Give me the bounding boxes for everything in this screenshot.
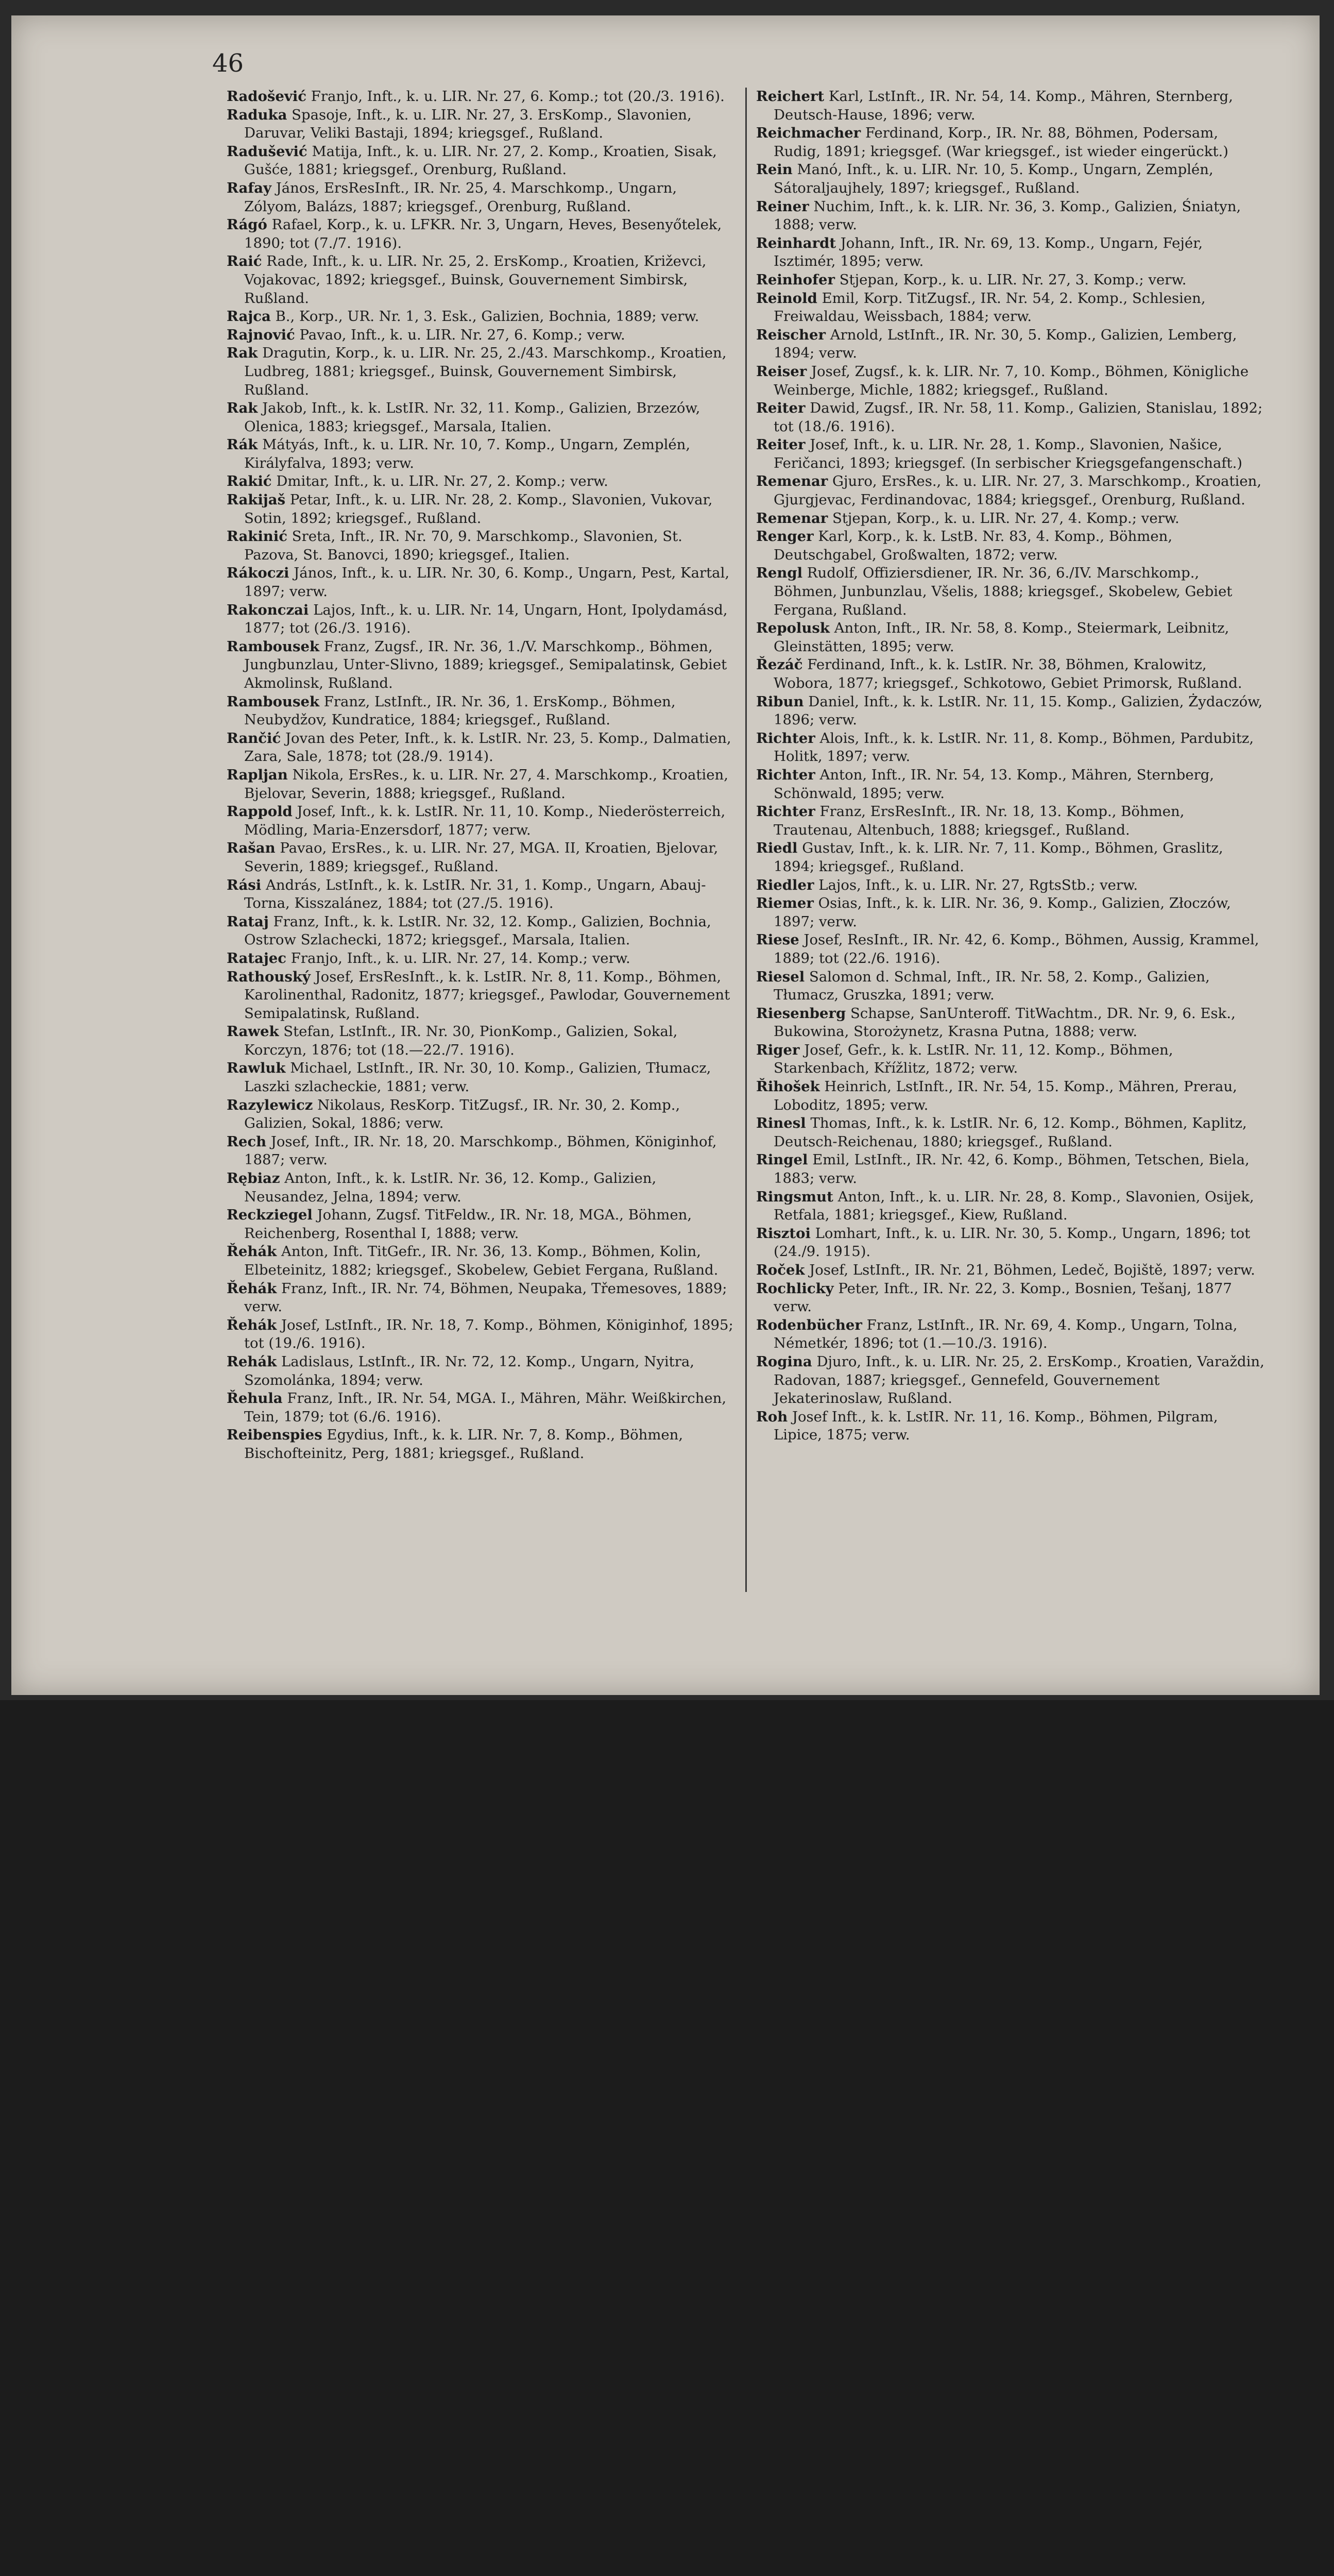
entry-details: Ladislaus, LstInft., IR. Nr. 72, 12. Komp., Ungarn, Nyitra, Szomolánka, 1894; verw. [244,1353,694,1388]
entry-details: Emil, LstInft., IR. Nr. 42, 6. Komp., Böhmen, Tetschen, Biela, 1883; verw. [774,1151,1250,1187]
list-entry [227,436,737,472]
list-entry [227,1023,737,1059]
entry-details: Anton, Inft., IR. Nr. 54, 13. Komp., Mähren, Sternberg, Schönwald, 1895; verw. [774,766,1215,802]
list-entry [756,472,1266,509]
entry-surname: Rajnović [227,326,295,343]
entry-surname: Rajca [227,308,271,325]
entry-details: Josef, ErsResInft., k. k. LstIR. Nr. 8, 11. Komp., Böhmen, Karolinenthal, Radonitz, 1877; kriegsgef., Pawlodar, Gouvernement Semipalatinsk, Rußland. [244,968,730,1022]
list-entry [756,510,1266,528]
list-entry [756,161,1266,197]
entry-surname: Radošević [227,88,307,105]
list-entry [756,234,1266,271]
entry-surname: Rogina [756,1353,812,1370]
right-column [756,88,1266,1445]
list-entry [756,436,1266,472]
entry-details: Franz, ErsResInft., IR. Nr. 18, 13. Komp., Böhmen, Trautenau, Altenbuch, 1888; kriegsgef., Rußland. [774,803,1185,838]
list-entry [227,88,737,106]
entry-details: Spasoje, Inft., k. u. LIR. Nr. 27, 3. ErsKomp., Slavonien, Daruvar, Veliki Bastaji, 1894; kriegsgef., Rußland. [244,106,692,142]
entry-details: Alois, Inft., k. k. LstIR. Nr. 11, 8. Komp., Böhmen, Pardubitz, Holitk, 1897; verw. [774,730,1254,765]
entry-surname: Ringsmut [756,1188,833,1205]
entry-details: Franz, LstInft., IR. Nr. 36, 1. ErsKomp., Böhmen, Neubydžov, Kundratice, 1884; kriegsgef., Rußland. [244,693,676,728]
entry-surname: Rawek [227,1023,279,1040]
entry-details: Lajos, Inft., k. u. LIR. Nr. 27, RgtsStb.; verw. [818,876,1138,893]
entry-details: Franz, Inft., IR. Nr. 74, Böhmen, Neupaka, Třemesoves, 1889; verw. [244,1280,727,1315]
entry-surname: Riesel [756,968,805,985]
list-entry [756,1078,1266,1114]
entry-details: Rade, Inft., k. u. LIR. Nr. 25, 2. ErsKomp., Kroatien, Križevci, Vojakovac, 1892; kriegsgef., Buinsk, Gouvernement Simbirsk, Rußland. [244,253,707,307]
entry-surname: Reckziegel [227,1207,313,1224]
entry-details: Egydius, Inft., k. k. LIR. Nr. 7, 8. Komp., Böhmen, Bischofteinitz, Perg, 1881; kriegsgef., Rußland. [244,1427,683,1462]
list-entry [227,472,737,491]
entry-surname: Reinhofer [756,271,835,288]
entry-details: Rafael, Korp., k. u. LFKR. Nr. 3, Ungarn, Heves, Besenyőtelek, 1890; tot (7./7. 1916). [244,216,722,251]
entry-details: András, LstInft., k. k. LstIR. Nr. 31, 1. Komp., Ungarn, Abauj-Torna, Kisszalánez, 1884; tot (27./5. 1916). [244,876,706,912]
list-entry [227,528,737,564]
entry-surname: Reiner [756,198,809,215]
entry-surname: Risztoi [756,1225,811,1242]
entry-surname: Rambousek [227,693,319,710]
entry-details: Arnold, LstInft., IR. Nr. 30, 5. Komp., Galizien, Lemberg, 1894; verw. [774,326,1237,362]
entry-details: Josef, ResInft., IR. Nr. 42, 6. Komp., Böhmen, Aussig, Krammel, 1889; tot (22./6. 1916). [774,931,1259,967]
entry-details: Franz, Inft., IR. Nr. 54, MGA. I., Mähren, Mähr. Weißkirchen, Tein, 1879; tot (6./6. 1916). [244,1390,727,1425]
list-entry [756,528,1266,564]
entry-surname: Rataj [227,913,269,930]
entry-surname: Raić [227,253,262,270]
entry-details: Jakob, Inft., k. k. LstIR. Nr. 32, 11. Komp., Galizien, Brzezów, Olenica, 1883; kriegsgef., Marsala, Italien. [244,400,700,435]
entry-details: Thomas, Inft., k. k. LstIR. Nr. 6, 12. Komp., Böhmen, Kaplitz, Deutsch-Reichenau, 1880; kriegsgef., Rußland. [774,1115,1247,1150]
list-entry [756,399,1266,436]
entry-surname: Rak [227,345,258,362]
entry-surname: Ribun [756,693,804,710]
list-entry [227,950,737,968]
entry-surname: Roh [756,1408,788,1425]
entry-surname: Rafay [227,179,271,196]
entry-surname: Rappold [227,803,293,820]
list-entry [227,1133,737,1170]
entry-details: Matija, Inft., k. u. LIR. Nr. 27, 2. Komp., Kroatien, Sisak, Gušće, 1881; kriegsgef., Orenburg, Rußland. [244,143,717,178]
entry-surname: Radušević [227,143,307,160]
list-entry [756,124,1266,161]
list-entry [756,88,1266,124]
list-entry [227,1280,737,1316]
list-entry [756,1041,1266,1078]
entry-surname: Riesenberg [756,1005,846,1022]
entry-details: Stjepan, Korp., k. u. LIR. Nr. 27, 3. Komp.; verw. [839,271,1187,288]
entry-details: Josef, LstInft., IR. Nr. 21, Böhmen, Ledeč, Bojiště, 1897; verw. [809,1262,1255,1278]
entry-details: Josef, Zugsf., k. k. LIR. Nr. 7, 10. Komp., Böhmen, Königliche Weinberge, Michle, 1882; kriegsgef., Rußland. [774,363,1249,398]
list-entry [756,1005,1266,1041]
entry-details: Gjuro, ErsRes., k. u. LIR. Nr. 27, 3. Marschkomp., Kroatien, Gjurgjevac, Ferdinandovac, 1884; kriegsgef., Orenburg, Rußland. [774,473,1262,509]
entry-surname: Řehák [227,1316,277,1333]
list-entry [756,766,1266,803]
list-entry [227,106,737,143]
entry-details: Mátyás, Inft., k. u. LIR. Nr. 10, 7. Komp., Ungarn, Zemplén, Királyfalva, 1893; verw. [244,436,691,471]
page-number: 46 [212,49,244,78]
entry-details: Josef, Gefr., k. k. LstIR. Nr. 11, 12. Komp., Böhmen, Starkenbach, Křížlitz, 1872; verw. [774,1041,1173,1077]
entry-surname: Richter [756,803,815,820]
list-entry [227,308,737,326]
entry-surname: Rambousek [227,638,319,655]
list-entry [227,1206,737,1243]
entry-details: Karl, LstInft., IR. Nr. 54, 14. Komp., Mähren, Sternberg, Deutsch-Hause, 1896; verw. [774,88,1234,123]
entry-surname: Rakić [227,473,272,490]
entry-details: Petar, Inft., k. u. LIR. Nr. 28, 2. Komp., Slavonien, Vukovar, Sotin, 1892; kriegsgef., Rußland. [244,492,713,527]
entry-surname: Ratajec [227,950,287,967]
entry-details: Emil, Korp. TitZugsf., IR. Nr. 54, 2. Komp., Schlesien, Freiwaldau, Weissbach, 1884; verw. [774,290,1206,325]
entry-surname: Rančić [227,730,281,747]
entry-details: Franjo, Inft., k. u. LIR. Nr. 27, 14. Komp.; verw. [290,950,630,967]
entry-details: János, Inft., k. u. LIR. Nr. 30, 6. Komp., Ungarn, Pest, Kartal, 1897; verw. [244,565,730,600]
list-entry [756,564,1266,619]
entry-surname: Rawluk [227,1060,286,1077]
list-entry [756,1114,1266,1151]
list-entry [756,968,1266,1005]
entry-details: Daniel, Inft., k. k. LstIR. Nr. 11, 15. Komp., Galizien, Żydaczów, 1896; verw. [774,693,1263,728]
entry-surname: Rák [227,436,258,453]
list-entry [756,656,1266,692]
entry-surname: Rakonczai [227,601,309,618]
entry-surname: Řehák [227,1243,277,1260]
entry-details: János, ErsResInft., IR. Nr. 25, 4. Marschkomp., Ungarn, Zólyom, Balázs, 1887; kriegsgef., Orenburg, Rußland. [244,179,677,215]
list-entry [227,326,737,345]
viewer-footer [0,1700,1334,1811]
list-entry [756,876,1266,895]
list-entry [756,693,1266,730]
entry-surname: Riese [756,931,799,948]
entry-surname: Riedl [756,840,798,857]
entry-surname: Rochlicky [756,1280,834,1297]
entry-surname: Remenar [756,510,828,527]
entry-details: Stefan, LstInft., IR. Nr. 30, PionKomp., Galizien, Sokal, Korczyn, 1876; tot (18.—22./7. 1916). [244,1023,678,1058]
list-entry [756,894,1266,931]
entry-details: Peter, Inft., IR. Nr. 22, 3. Komp., Bosnien, Tešanj, 1877 verw. [774,1280,1232,1315]
list-entry [227,491,737,528]
entry-details: Franjo, Inft., k. u. LIR. Nr. 27, 6. Komp.; tot (20./3. 1916). [311,88,725,105]
entry-details: Franz, LstInft., IR. Nr. 69, 4. Komp., Ungarn, Tolna, Németkér, 1896; tot (1.—10./3. 1916). [774,1316,1238,1352]
list-entry [227,1353,737,1389]
list-entry [227,693,737,730]
entry-surname: Richter [756,766,815,783]
list-entry [227,1170,737,1206]
list-entry [227,1059,737,1096]
entry-details: Josef, Inft., IR. Nr. 18, 20. Marschkomp., Böhmen, Königinhof, 1887; verw. [244,1133,717,1168]
entry-details: Dragutin, Korp., k. u. LIR. Nr. 25, 2./43. Marschkomp., Kroatien, Ludbreg, 1881; kriegsgef., Buinsk, Gouvernement Simbirsk, Rußland. [244,345,727,398]
entry-surname: Řihošek [756,1078,820,1095]
list-entry [756,1261,1266,1280]
entry-surname: Rakinić [227,528,287,545]
entry-surname: Reiter [756,436,806,453]
list-entry [227,803,737,839]
list-entry [227,399,737,436]
entry-surname: Richter [756,730,815,747]
entry-details: Dmitar, Inft., k. u. LIR. Nr. 27, 2. Komp.; verw. [276,473,608,490]
entry-surname: Rákoczi [227,565,289,582]
entry-surname: Rágó [227,216,267,233]
entry-details: Lajos, Inft., k. u. LIR. Nr. 14, Ungarn, Hont, Ipolydamásd, 1877; tot (26./3. 1916). [244,601,728,637]
entry-surname: Ringel [756,1151,808,1168]
list-entry [227,344,737,399]
list-entry [227,179,737,216]
entry-surname: Rębiaz [227,1170,280,1187]
entry-details: Anton, Inft., k. k. LstIR. Nr. 36, 12. Komp., Galizien, Neusandez, Jelna, 1894; verw. [244,1170,657,1205]
list-entry [756,839,1266,876]
entry-details: Ferdinand, Inft., k. k. LstIR. Nr. 38, Böhmen, Kralowitz, Wobora, 1877; kriegsgef., Schkotowo, Gebiet Primorsk, Rußland. [774,656,1242,691]
entry-surname: Rathouský [227,968,311,985]
list-entry [756,1225,1266,1261]
entry-details: Josef Inft., k. k. LstIR. Nr. 11, 16. Komp., Böhmen, Pilgram, Lipice, 1875; verw. [774,1408,1218,1444]
list-entry [756,803,1266,839]
list-entry [227,1426,737,1463]
entry-details: Stjepan, Korp., k. u. LIR. Nr. 27, 4. Komp.; verw. [832,510,1179,527]
entry-details: Anton, Inft., k. u. LIR. Nr. 28, 8. Komp., Slavonien, Osijek, Retfala, 1881; kriegsgef., Kiew, Rußland. [774,1188,1254,1224]
entry-surname: Rapljan [227,766,288,783]
entry-details: Osias, Inft., k. k. LIR. Nr. 36, 9. Komp., Galizien, Złoczów, 1897; verw. [774,895,1231,930]
entry-details: Franz, Zugsf., IR. Nr. 36, 1./V. Marschkomp., Böhmen, Jungbunzlau, Unter-Slivno, 1889; kriegsgef., Semipalatinsk, Gebiet Akmolinsk, Rußland. [244,638,727,691]
entry-surname: Reiser [756,363,807,380]
entry-details: Josef, Inft., k. k. LstIR. Nr. 11, 10. Komp., Niederösterreich, Mödling, Maria-Enzersdorf, 1877; verw. [244,803,726,838]
entry-surname: Remenar [756,473,828,490]
entry-surname: Rašan [227,840,276,857]
entry-details: Nikolaus, ResKorp. TitZugsf., IR. Nr. 30, 2. Komp., Galizien, Sokal, 1886; verw. [244,1096,680,1132]
entry-details: Nuchim, Inft., k. k. LIR. Nr. 36, 3. Komp., Galizien, Śniatyn, 1888; verw. [774,198,1241,233]
list-entry [756,1316,1266,1353]
entry-details: Rudolf, Offiziersdiener, IR. Nr. 36, 6./IV. Marschkomp., Böhmen, Junbunzlau, Všelis, 1888; kriegsgef., Skobelew, Gebiet Fergana, Rußland. [774,565,1233,618]
list-entry [227,216,737,252]
entry-details: B., Korp., UR. Nr. 1, 3. Esk., Galizien, Bochnia, 1889; verw. [275,308,699,325]
entry-surname: Rein [756,161,793,178]
entry-details: Dawid, Zugsf., IR. Nr. 58, 11. Komp., Galizien, Stanislau, 1892; tot (18./6. 1916). [774,400,1263,435]
list-entry [756,931,1266,968]
entry-surname: Rak [227,400,258,417]
entry-details: Franz, Inft., k. k. LstIR. Nr. 32, 12. Komp., Galizien, Bochnia, Ostrow Szlachecki, 1872; kriegsgef., Marsala, Italien. [244,913,711,948]
list-entry [756,1188,1266,1225]
entry-details: Josef, LstInft., IR. Nr. 18, 7. Komp., Böhmen, Königinhof, 1895; tot (19./6. 1916). [244,1316,733,1352]
list-entry [756,363,1266,399]
entry-surname: Reichert [756,88,825,105]
entry-surname: Reinold [756,290,817,307]
entry-surname: Řehula [227,1390,283,1407]
entry-surname: Riedler [756,876,814,893]
entry-surname: Riemer [756,895,814,912]
entry-surname: Repolusk [756,620,830,637]
entry-surname: Rinesl [756,1115,806,1132]
entry-surname: Riger [756,1041,800,1058]
entry-surname: Roček [756,1262,805,1278]
entry-surname: Reiter [756,400,806,417]
entry-details: Pavao, Inft., k. u. LIR. Nr. 27, 6. Komp.; verw. [299,326,625,343]
entry-surname: Razylewicz [227,1096,313,1113]
list-entry [227,143,737,179]
entry-surname: Raduka [227,106,287,123]
list-entry [756,290,1266,326]
list-entry [227,876,737,913]
entry-details: Heinrich, LstInft., IR. Nr. 54, 15. Komp., Mähren, Prerau, Loboditz, 1895; verw. [774,1078,1237,1113]
list-entry [756,1408,1266,1445]
list-entry [227,638,737,693]
entry-details: Sreta, Inft., IR. Nr. 70, 9. Marschkomp., Slavonien, St. Pazova, St. Banovci, 1890; kriegsgef., Italien. [244,528,682,563]
entry-details: Jovan des Peter, Inft., k. k. LstIR. Nr. 23, 5. Komp., Dalmatien, Zara, Sale, 1878; tot (28./9. 1914). [244,730,731,765]
entry-surname: Reischer [756,326,826,343]
list-entry [227,968,737,1023]
entry-details: Lomhart, Inft., k. u. LIR. Nr. 30, 5. Komp., Ungarn, 1896; tot (24./9. 1915). [774,1225,1251,1260]
entry-details: Anton, Inft. TitGefr., IR. Nr. 36, 13. Komp., Böhmen, Kolin, Elbeteinitz, 1882; kriegsgef., Skobelew, Gebiet Fergana, Rußland. [244,1243,719,1278]
entry-details: Nikola, ErsRes., k. u. LIR. Nr. 27, 4. Marschkomp., Kroatien, Bjelovar, Severin, 1888; kriegsgef., Rußland. [244,766,728,802]
entry-details: Ferdinand, Korp., IR. Nr. 88, Böhmen, Podersam, Rudig, 1891; kriegsgef. (War kriegsgef., ist wieder eingerückt.) [774,125,1229,160]
entry-details: Josef, Inft., k. u. LIR. Nr. 28, 1. Komp., Slavonien, Našice, Feričanci, 1893; kriegsgef. (In serbischer Kriegsgefangenschaft.) [774,436,1243,471]
list-entry [756,1280,1266,1316]
entry-surname: Rakijaš [227,492,286,509]
list-entry [756,619,1266,656]
entry-surname: Rási [227,876,262,893]
entry-details: Pavao, ErsRes., k. u. LIR. Nr. 27, MGA. II, Kroatien, Bjelovar, Severin, 1889; kriegsgef., Rußland. [244,840,719,875]
entry-details: Anton, Inft., IR. Nr. 58, 8. Komp., Steiermark, Leibnitz, Gleinstätten, 1895; verw. [774,620,1229,655]
entry-details: Michael, LstInft., IR. Nr. 30, 10. Komp., Galizien, Tłumacz, Laszki szlacheckie, 1881; verw. [244,1060,711,1095]
list-entry [227,601,737,638]
entry-details: Djuro, Inft., k. u. LIR. Nr. 25, 2. ErsKomp., Kroatien, Varaždin, Radovan, 1887; kriegsgef., Gennefeld, Gouvernement Jekaterinoslaw, Rußland. [774,1353,1264,1407]
entry-details: Manó, Inft., k. u. LIR. Nr. 10, 5. Komp., Ungarn, Zemplén, Sátoraljaujhely, 1897; kriegsgef., Rußland. [774,161,1213,196]
list-entry [756,1151,1266,1188]
list-entry [227,730,737,766]
list-entry [227,1389,737,1426]
list-entry [756,198,1266,234]
entry-surname: Rodenbücher [756,1316,862,1333]
entry-details: Johann, Inft., IR. Nr. 69, 13. Komp., Ungarn, Fejér, Isztimér, 1895; verw. [774,234,1203,270]
list-entry [756,730,1266,766]
entry-surname: Reibenspies [227,1427,322,1444]
list-entry [756,1353,1266,1408]
entry-details: Karl, Korp., k. k. LstB. Nr. 83, 4. Komp., Böhmen, Deutschgabel, Großwalten, 1872; verw. [774,528,1173,563]
list-entry [227,564,737,601]
list-entry [227,1243,737,1279]
list-entry [227,913,737,950]
list-entry [227,252,737,308]
list-entry [227,1096,737,1133]
entry-surname: Řezáč [756,656,803,673]
list-entry [227,839,737,876]
entry-surname: Řehák [227,1280,277,1297]
left-column [227,88,737,1463]
entry-surname: Renger [756,528,814,545]
entry-surname: Rech [227,1133,267,1150]
column-divider [745,88,747,1592]
entry-surname: Rehák [227,1353,277,1370]
entry-details: Gustav, Inft., k. k. LIR. Nr. 7, 11. Komp., Böhmen, Graslitz, 1894; kriegsgef., Rußland. [774,840,1223,875]
entry-details: Schapse, SanUnteroff. TitWachtm., DR. Nr. 9, 6. Esk., Bukowina, Storożynetz, Krasna Putna, 1888; verw. [774,1005,1236,1040]
list-entry [756,271,1266,290]
entry-surname: Reichmacher [756,125,861,142]
entry-surname: Rengl [756,565,803,582]
entry-surname: Reinhardt [756,234,836,251]
list-entry [756,326,1266,363]
entry-details: Johann, Zugsf. TitFeldw., IR. Nr. 18, MGA., Böhmen, Reichenberg, Rosenthal I, 1888; verw. [244,1207,692,1242]
list-entry [227,766,737,803]
entry-details: Salomon d. Schmal, Inft., IR. Nr. 58, 2. Komp., Galizien, Tłumacz, Gruszka, 1891; verw. [774,968,1210,1004]
list-entry [227,1316,737,1353]
